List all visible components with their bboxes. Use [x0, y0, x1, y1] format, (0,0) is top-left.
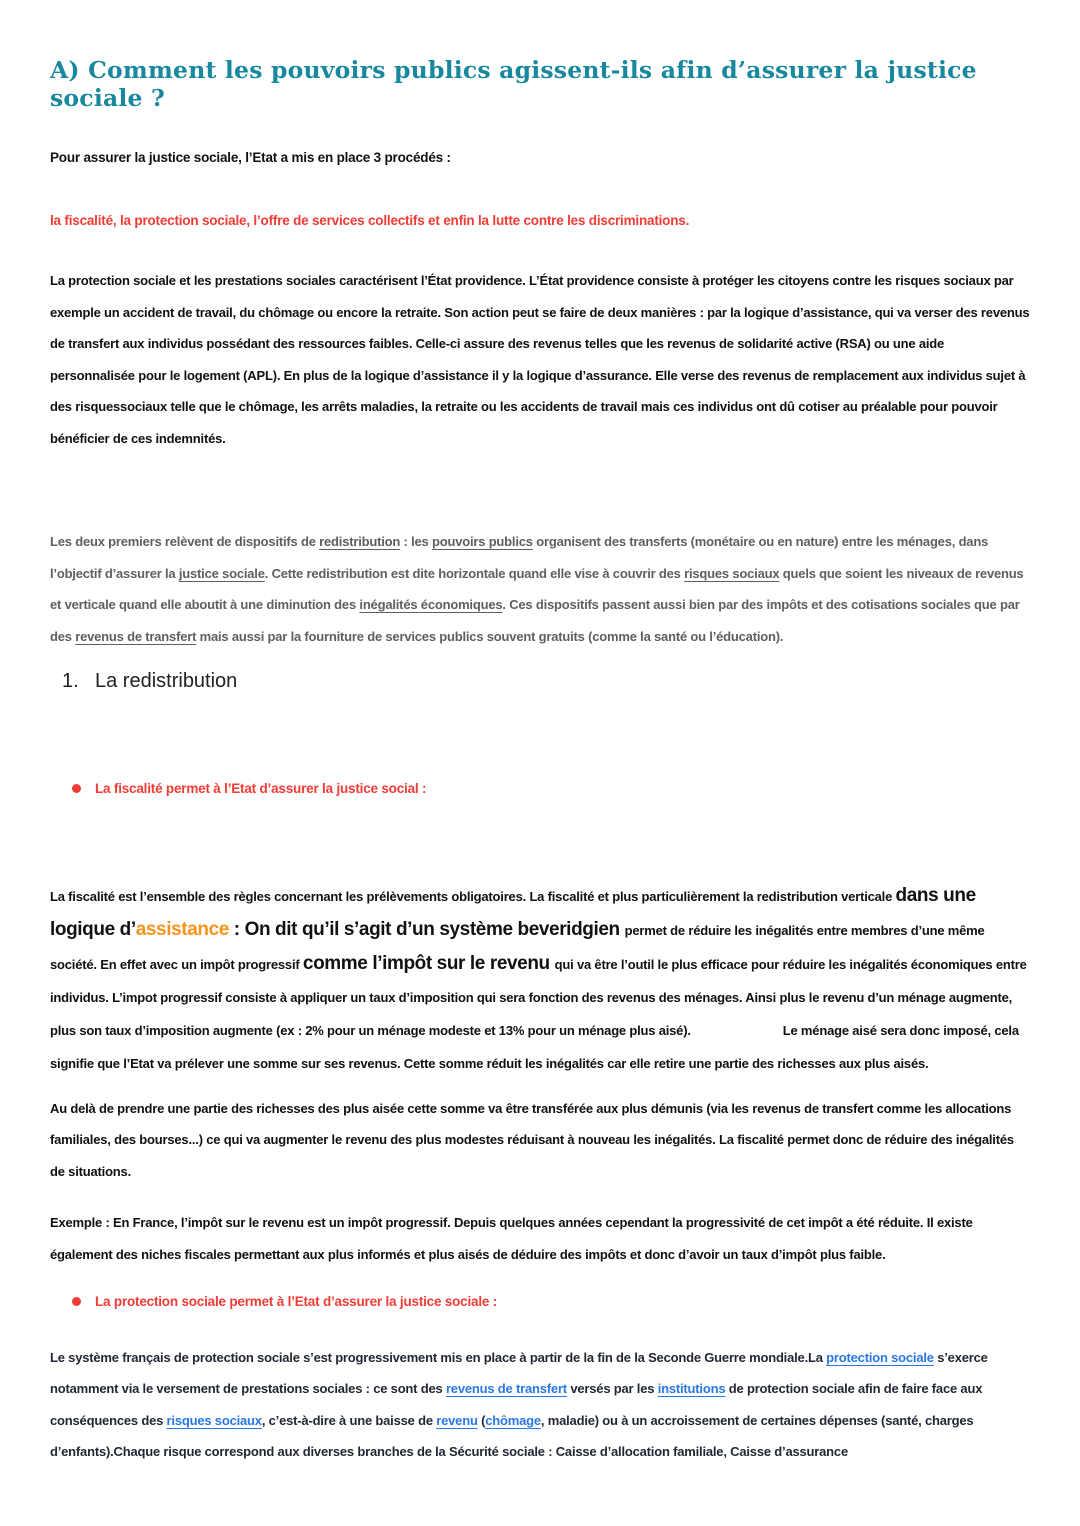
link-revenus-de-transfert[interactable]: revenus de transfert	[445, 1381, 567, 1396]
text-segment: (	[477, 1412, 486, 1428]
paragraph-fiscalite	[50, 879, 1030, 1080]
text-segment: mais aussi par la fourniture de services publics souvent gratuits (comme la santé ou l’éducation).	[196, 628, 784, 644]
section-heading-redistribution	[50, 670, 1030, 693]
text-segment: Le ménage aisé sera donc imposé, cela signifie que l’Etat va prélever une somme sur ses revenus. Cette somme réduit les inégalités car elle retire une partie des richesses aux plus aisés.	[50, 1022, 1019, 1071]
section-label: La redistribution	[95, 670, 238, 692]
text-segment: s’exerce notamment via le versement de prestations sociales : ce sont des	[50, 1349, 988, 1396]
bullet-protection	[72, 1286, 1030, 1318]
emphasis-big-text: comme l’impôt sur le revenu	[302, 952, 555, 974]
underlined-term: revenus de transfert	[75, 628, 197, 644]
text-segment: Le système français de protection sociale s’est progressivement mis en place à partir de la fin de la Seconde Guerre mondiale.La	[50, 1349, 827, 1365]
text-segment: : les	[400, 534, 432, 549]
underlined-term: inégalités économiques	[359, 597, 503, 612]
emphasis-big-text: : On dit qu’il s’agit d’un système beveridgien	[228, 918, 625, 940]
paragraph-au-dela: Au delà de prendre une partie des richesses des plus aisée cette somme va être transférée aux plus démunis (via les revenus de transfert comme les allocations familiales, des bourses...) ce qui va augmenter le revenu des plus modestes réduisant à nouveau les inégalités. La fiscalité permet donc de réduire des inégalités de situations.	[50, 1100, 1014, 1179]
text-segment: qui va être l’outil le plus efficace pour réduire les inégalités économiques entre individus. L’impot progressif consiste à appliquer un taux d’imposition qui sera fonction des revenus des ménages. Ainsi plus le revenu d’un ménage augmente, plus son taux d’imposition augmente (ex : 2% pour un ménage modeste et 13% pour un ménage plus aisé).	[50, 956, 1027, 1038]
bullet-fiscalite	[72, 773, 1030, 805]
procedes-list-red: la fiscalité, la protection sociale, l’offre de services collectifs et enfin la lutte contre les discriminations.	[50, 212, 690, 228]
underlined-term: risques sociaux	[684, 565, 780, 581]
text-segment: permet de réduire les inégalités entre membres d’une même société. En effet avec un impôt progressif	[50, 922, 985, 972]
text-segment: quels que soient les niveaux de revenus et verticale quand elle aboutit à une diminution des	[50, 565, 1024, 612]
intro-lead: Pour assurer la justice sociale, l’Etat a mis en place 3 procédés :	[50, 150, 451, 165]
document-title: A) Comment les pouvoirs publics agissent-ils afin d’assurer la justice sociale ?	[50, 56, 977, 112]
paragraph-etat-providence: La protection sociale et les prestations sociales caractérisent l’État providence. L’État providence consiste à protéger les citoyens contre les risques sociaux par exemple un accident de travail, du chômage ou encore la retraite. Son action peut se faire de deux manières : par la logique d’assistance, qui va verser des revenus de transfert aux individus possédant des ressources faibles. Celle-ci assure des revenus telles que les revenus de solidarité active (RSA) ou une aide personnalisée pour le logement (APL). En plus de la logique d’assistance il y la logique d’assurance. Elle verse des revenus de remplacement aux individus sujet à des risquessociaux telle que le chômage, les arrêts maladies, la retraite ou les accidents de travail mais ces individus ont dû cotiser au préalable pour pouvoir bénéficier de ces indemnités.	[50, 273, 1030, 446]
text-segment: La fiscalité est l’ensemble des règles concernant les prélèvements obligatoires. La fiscalité et plus particulièrement la redistribution verticale	[50, 888, 896, 904]
link-revenu[interactable]: revenu	[436, 1412, 478, 1428]
paragraph-protection-sociale	[50, 1342, 1030, 1468]
text-segment: , c’est-à-dire à une baisse de	[261, 1412, 437, 1428]
bullet-dot-icon	[72, 1297, 81, 1306]
bullet-dot-icon	[72, 784, 81, 793]
section-number: 1.	[62, 670, 79, 692]
text-segment: . Ces dispositifs passent aussi bien par des impôts et des cotisations sociales que par des	[50, 597, 1020, 644]
bullet-protection-label: La protection sociale permet à l’Etat d’assurer la justice sociale :	[95, 1294, 498, 1309]
text-segment: Les deux premiers relèvent de dispositifs de	[50, 534, 320, 549]
bullet-fiscalite-label: La fiscalité permet à l’Etat d’assurer la justice social :	[95, 781, 427, 796]
link-chomage[interactable]: chômage	[485, 1412, 541, 1428]
link-risques-sociaux[interactable]: risques sociaux	[166, 1412, 262, 1428]
paragraph-exemple: Exemple : En France, l’impôt sur le revenu est un impôt progressif. Depuis quelques années cependant la progressivité de cet impôt a été réduite. Il existe également des niches fiscales permettant aux plus informés et plus aisés de déduire des impôts et donc d’avoir un taux d’impôt plus faible.	[50, 1215, 973, 1262]
text-segment: , maladie) ou à un accroissement de certaines dépenses (santé, charges d’enfants).Chaque risque correspond aux diverses branches de la Sécurité sociale : Caisse d’allocation familiale, Caisse d’assurance	[50, 1412, 974, 1459]
emphasis-orange-assistance: assistance	[135, 918, 229, 940]
link-protection-sociale[interactable]: protection sociale	[826, 1349, 934, 1365]
text-segment: versés par les	[566, 1381, 658, 1396]
link-institutions[interactable]: institutions	[657, 1381, 726, 1396]
underlined-term: pouvoirs publics	[431, 534, 533, 549]
underlined-term: justice sociale	[178, 565, 265, 581]
emphasis-big-text: dans une logique d’	[50, 884, 976, 940]
text-segment: . Cette redistribution est dite horizontale quand elle vise à couvrir des	[264, 565, 685, 581]
text-segment: organisent des transferts (monétaire ou en nature) entre les ménages, dans l’objectif d’assurer la	[50, 534, 989, 581]
paragraph-redistribution-intro	[50, 526, 1030, 652]
underlined-term: redistribution	[319, 534, 401, 549]
text-segment: de protection sociale afin de faire face aux conséquences des	[50, 1381, 983, 1428]
